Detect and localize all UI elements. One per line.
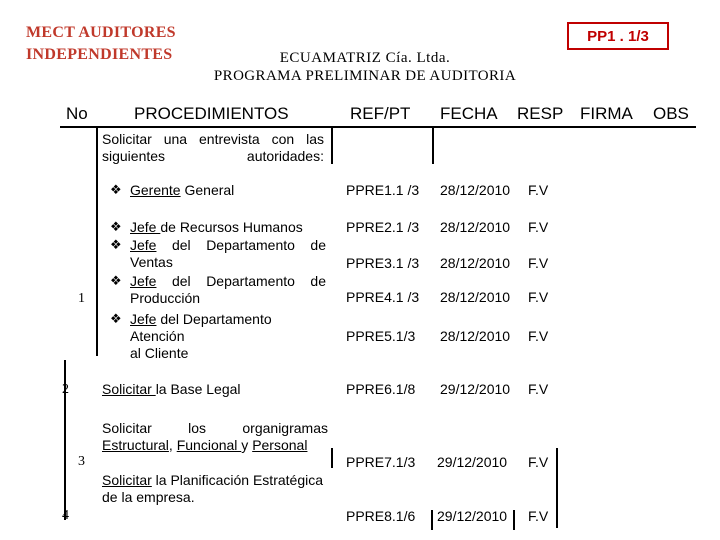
row-number: 1 <box>78 291 85 306</box>
date-cell: 29/12/2010 <box>437 454 508 470</box>
procedure-link[interactable]: Solicitar <box>102 381 156 397</box>
procedure-text: y <box>241 437 253 453</box>
ref-cell: PPRE8.1/6 <box>346 508 416 524</box>
ref-cell: PPRE5.1/3 <box>346 328 416 344</box>
col-divider-ref-bottom <box>431 510 433 530</box>
date-cell: 28/12/2010 <box>440 328 511 344</box>
ref-cell: PPRE6.1/8 <box>346 381 416 397</box>
col-divider-proc-bottom <box>331 448 333 468</box>
ref-cell: PPRE2.1 /3 <box>346 219 420 235</box>
col-header-obs: OBS <box>653 104 689 123</box>
procedure-intro <box>102 131 324 165</box>
procedure-item <box>130 311 328 362</box>
col-divider-procedures <box>331 126 333 164</box>
col-header-resp: RESP <box>517 104 564 123</box>
page-code: PP1 . 1/3 <box>587 27 649 45</box>
procedure-text: General <box>180 182 235 198</box>
procedure-item <box>102 472 328 506</box>
date-cell: 28/12/2010 <box>440 289 511 305</box>
firm-name-line1: MECT AUDITORES <box>26 24 176 41</box>
col-header-no: No <box>66 104 88 123</box>
resp-cell: F.V <box>528 289 549 305</box>
procedure-text: , <box>168 437 177 453</box>
procedure-item <box>130 273 326 307</box>
col-header-procedures: PROCEDIMIENTOS <box>134 104 289 123</box>
procedure-link[interactable]: Personal <box>252 437 308 453</box>
procedure-intro-text: Solicitar una entrevista con las siguientes autoridades: <box>102 131 324 164</box>
procedure-text: del Departamento de <box>156 273 326 289</box>
procedure-link[interactable]: Jefe <box>130 219 161 235</box>
procedure-item <box>130 237 326 271</box>
ref-cell: PPRE7.1/3 <box>346 454 416 470</box>
company-name: ECUAMATRIZ Cía. Ltda. <box>279 50 451 66</box>
procedure-text: del Departamento de <box>156 237 326 253</box>
header-divider <box>60 126 696 128</box>
procedure-link[interactable]: Estructural <box>102 437 169 453</box>
resp-cell: F.V <box>528 219 549 235</box>
col-divider-no-r1 <box>96 126 98 356</box>
bullet-icon: ❖ <box>110 182 122 197</box>
procedure-text-cont: al Cliente <box>130 345 189 361</box>
page-code-box <box>567 22 669 50</box>
row-number: 2 <box>62 382 69 397</box>
procedure-item <box>130 182 234 199</box>
procedure-link[interactable]: Jefe <box>130 311 157 327</box>
bullet-icon: ❖ <box>110 219 122 234</box>
resp-cell: F.V <box>528 508 549 524</box>
resp-cell: F.V <box>528 381 549 397</box>
date-cell: 28/12/2010 <box>440 219 511 235</box>
col-header-ref: REF/PT <box>350 104 411 123</box>
firm-name-line2: INDEPENDIENTES <box>26 46 173 63</box>
procedure-link[interactable]: Funcional <box>176 437 242 453</box>
procedure-link[interactable]: Jefe <box>130 273 157 289</box>
col-header-date: FECHA <box>440 104 498 123</box>
bullet-icon: ❖ <box>110 311 122 326</box>
procedure-link[interactable]: Jefe <box>130 237 157 253</box>
procedure-text: la Base Legal <box>155 381 241 397</box>
date-cell: 28/12/2010 <box>440 182 511 198</box>
procedure-text-cont: Producción <box>130 290 201 306</box>
ref-cell: PPRE3.1 /3 <box>346 255 420 271</box>
procedure-text: Solicitar los organigramas <box>102 420 328 436</box>
procedure-text: de Recursos Humanos <box>160 219 303 235</box>
procedure-text-cont: de la empresa. <box>102 489 195 505</box>
col-divider-resp-bottom <box>556 448 558 528</box>
ref-cell: PPRE4.1 /3 <box>346 289 420 305</box>
procedure-text: la Planificación Estratégica <box>151 472 323 488</box>
procedure-item <box>102 420 328 454</box>
procedure-link[interactable]: Gerente <box>130 182 181 198</box>
procedure-text: del Departamento Atención <box>130 311 272 344</box>
resp-cell: F.V <box>528 454 549 470</box>
resp-cell: F.V <box>528 182 549 198</box>
col-divider-ref <box>432 126 434 164</box>
procedure-item <box>102 381 241 398</box>
resp-cell: F.V <box>528 255 549 271</box>
date-cell: 29/12/2010 <box>437 508 508 524</box>
bullet-icon: ❖ <box>110 237 122 252</box>
col-divider-date-bottom <box>513 510 515 530</box>
ref-cell: PPRE1.1 /3 <box>346 182 420 198</box>
col-header-signature: FIRMA <box>580 104 633 123</box>
date-cell: 29/12/2010 <box>440 381 511 397</box>
procedure-item <box>130 219 303 236</box>
bullet-icon: ❖ <box>110 273 122 288</box>
row-number: 3 <box>78 454 85 469</box>
procedure-text-cont: Ventas <box>130 254 173 270</box>
row-number: 4 <box>62 508 69 523</box>
program-title: PROGRAMA PRELIMINAR DE AUDITORIA <box>213 68 517 84</box>
procedure-link[interactable]: Solicitar <box>102 472 152 488</box>
date-cell: 28/12/2010 <box>440 255 511 271</box>
resp-cell: F.V <box>528 328 549 344</box>
